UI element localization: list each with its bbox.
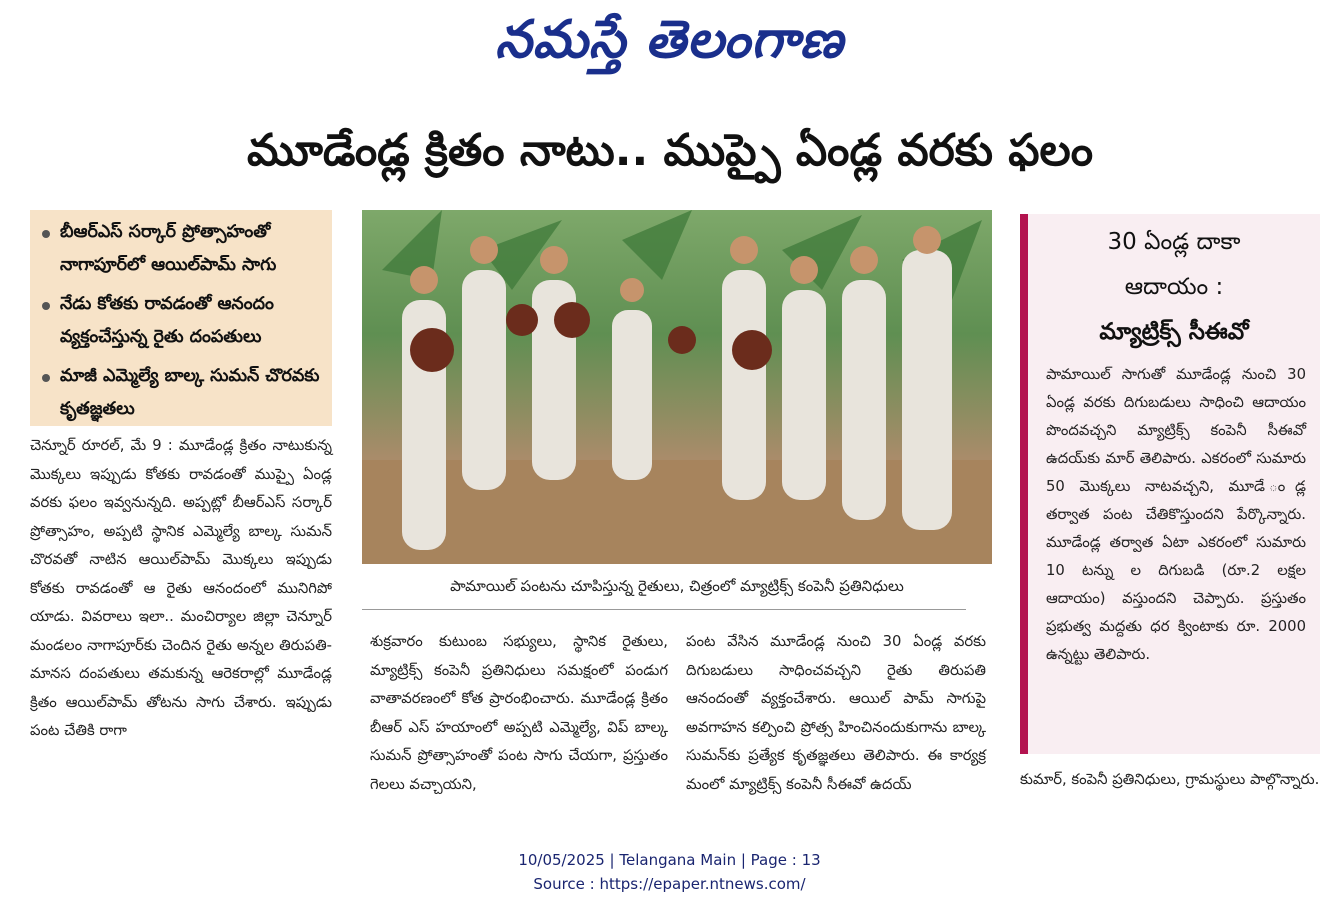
article-column-1: చెన్నూర్‌ రూరల్‌, మే 9 : మూడేండ్ల క్రితం నాటుకున్న మొక్కలు ఇప్పుడు కోతకు రావడంతో ముప్పై ఏండ్ల వరకు ఫలం ఇవ్వనున్నది. అప్పట్లో బీఆర్‌ఎస్‌ సర్కార్‌ ప్రోత్సాహం, అప్పటి స్థానిక ఎమ్మెల్యే బాల్క సుమన్‌ చొరవతో నాటిన ఆయిల్‌పామ్‌ మొక్కలు ఇప్పుడు కోతకు రావడంతో ఆ రైతు ఆనందంలో మునిగిపో యాడు. వివరాలు ఇలా.. మంచిర్యాల జిల్లా చెన్నూర్‌ మండలం నాగాపూర్‌కు చెందిన రైతు అన్నల తిరుపతి-మానస దంపతులు తమకున్న ఆరెకరాల్లో మూడేండ్ల క్రితం ఆయిల్‌పామ్‌ తోటను సాగు చేశారు. ఇప్పుడు పంట చేతికి రాగా [30, 437, 332, 739]
sidebar-title-line: 30 ఏండ్ల దాకా [1107, 229, 1241, 255]
source-line: Source : https://epaper.ntnews.com/ [533, 875, 806, 893]
highlight-item [40, 216, 326, 282]
sidebar-title-line: ఆదాయం : [1124, 274, 1224, 300]
farmers-photo-illustration [362, 210, 992, 564]
edition-dateline: 10/05/2025 | Telangana Main | Page : 13 [518, 851, 821, 869]
article-column-3: పంట వేసిన మూడేండ్ల నుంచి 30 ఏండ్ల వరకు దిగుబడులు సాధించవచ్చని రైతు తిరుపతి ఆనందంతో వ్యక్తంచేశారు. ఆయిల్‌ పామ్‌ సాగుపై అవగాహన కల్పించి ప్రోత్స హించినందుకుగాను బాల్క సుమన్‌కు ప్రత్యేక కృతజ్ఞతలు తెలిపారు. ఈ కార్యక్ర మంలో మ్యాట్రిక్స్‌ కంపెనీ సీఈవో ఉదయ్‌ [686, 633, 986, 793]
bullet-icon [42, 302, 50, 310]
highlights-box [30, 210, 332, 426]
newspaper-masthead: నమస్తే తెలంగాణ [495, 9, 844, 70]
highlight-text: నేడు కోతకు రావడంతో ఆనందం వ్యక్తంచేస్తున్న రైతు దంపతులు [60, 294, 274, 347]
photo-caption: పామాయిల్‌ పంటను చూపిస్తున్న రైతులు, చిత్రంలో మ్యాట్రిక్స్‌ కంపెనీ ప్రతినిధులు [450, 577, 904, 595]
sidebar-body: పామాయిల్‌ సాగుతో మూడేండ్ల నుంచి 30 ఏండ్ల వరకు దిగుబడులు సాధించి ఆదాయం పొందవచ్చని మ్యాట్రిక్స్‌ కంపెనీ సీఈవో ఉదయ్‌కు మార్‌ తెలిపారు. ఎకరంలో సుమారు 50 మొక్కలు నాటవచ్చని, మూడే ండ్ల తర్వాత పంట చేతికొస్తుందని పేర్కొన్నారు. మూడేండ్ల తర్వాత ఏటా ఎకరంలో సుమారు 10 టన్ను ల దిగుబడి (రూ.2 లక్షల ఆదాయం) వస్తుందని చెప్పారు. ప్రస్తుతం ప్రభుత్వ మద్దతు ధర క్వింటాకు రూ. 2000 ఉన్నట్టు తెలిపారు. [1046, 366, 1306, 663]
page-footer [0, 848, 1339, 896]
bullet-icon [42, 230, 50, 238]
bullet-icon [42, 374, 50, 382]
caption-divider [362, 609, 966, 610]
article-column-4: కుమార్‌, కంపెనీ ప్రతినిధులు, గ్రామస్థులు పాల్గొన్నారు. [1020, 771, 1320, 788]
article-column-2: శుక్రవారం కుటుంబ సభ్యులు, స్థానిక రైతులు, మ్యాట్రిక్స్‌ కంపెనీ ప్రతినిధులు సమక్షంలో పండుగ వాతావరణంలో కోత ప్రారంభించారు. మూడేండ్ల క్రితం బీఆర్‌ ఎస్‌ హయాంలో అప్పటి ఎమ్మెల్యే, విప్‌ బాల్క సుమన్‌ ప్రోత్సాహంతో పంట సాగు చేయగా, ప్రస్తుతం గెలలు వచ్చాయని, [370, 633, 668, 793]
highlight-text: బీఆర్‌ఎస్‌ సర్కార్‌ ప్రోత్సాహంతో నాగాపూర్‌లో ఆయిల్‌పామ్‌ సాగు [60, 222, 277, 275]
news-photo [362, 210, 992, 564]
sidebar-box [1020, 214, 1320, 754]
highlight-item [40, 360, 326, 426]
highlight-item [40, 288, 326, 354]
article-headline: మూడేండ్ల క్రితం నాటు.. ముప్పై ఏండ్ల వరకు ఫలం [246, 125, 1094, 176]
sidebar-title [1028, 214, 1320, 355]
highlight-text: మాజీ ఎమ్మెల్యే బాల్క సుమన్‌ చొరవకు కృతజ్ఞతలు [60, 366, 320, 419]
sidebar-title-line: మ్యాట్రిక్స్‌ సీఈవో [1099, 319, 1249, 345]
